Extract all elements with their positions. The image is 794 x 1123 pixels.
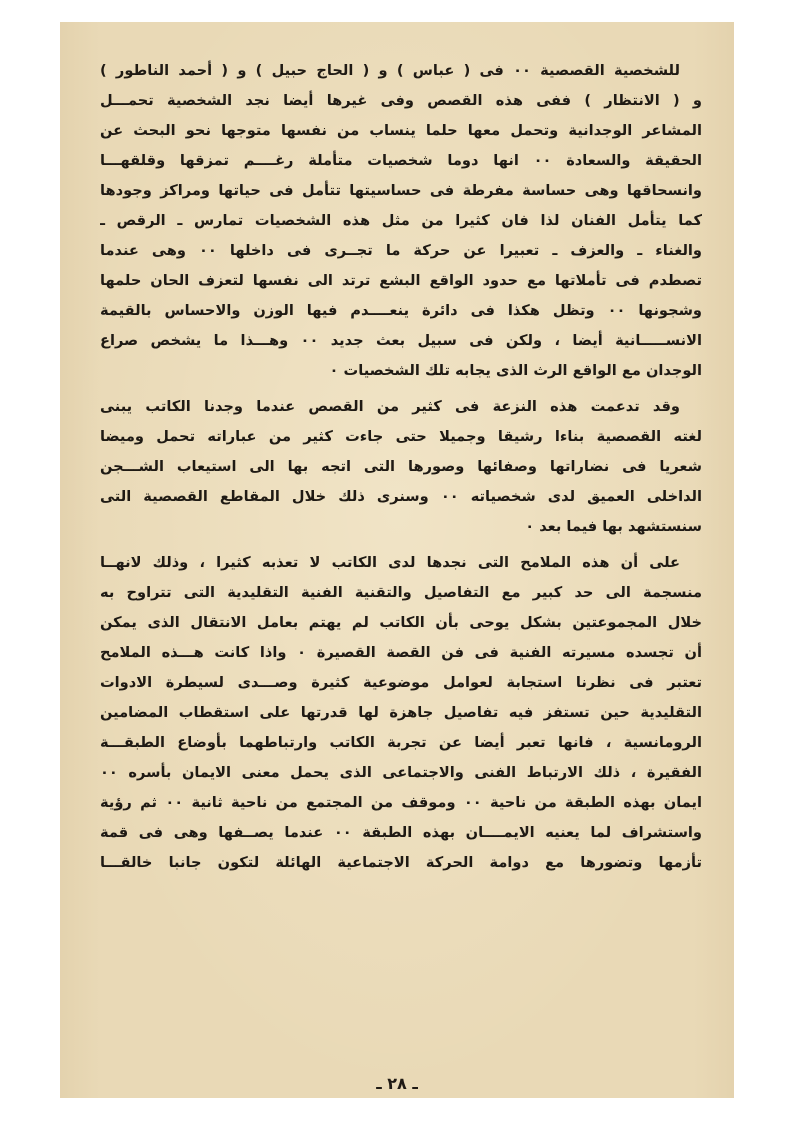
text-line: وقد تدعمت هذه النزعة فى كثير من القصص عندما وجدنا الكاتب يبنى <box>100 398 680 415</box>
text-line: الانســـــانية أيضا ، ولكن فى سبيل بعث جديد ٠٠ وهـــذا ما يشخص صراع <box>100 332 702 349</box>
body-text <box>100 56 702 878</box>
text-line: خلال المجموعتين بشكل يوحى بأن الكاتب لم يهتم بعامل الانتقال الذى يمكن <box>100 614 702 631</box>
page-number: ـ ٢٨ ـ <box>376 1074 418 1093</box>
text-line: الفقيرة ، ذلك الارتباط الفنى والاجتماعى الذى يحمل معنى الايمان بأسره ٠٠ <box>100 764 702 781</box>
text-line: وانسحاقها وهى حساسة مفرطة فى حساسيتها تتأمل فى حياتها ومراكز وجودها <box>100 182 702 199</box>
text-line: تأزمها وتضورها مع دوامة الحركة الاجتماعية الهائلة لتكون جانبا خالقـــا <box>100 854 702 871</box>
text-line: منسجمة الى حد كبير مع التفاصيل والتقنية الفنية التقليدية التى تتراوح به <box>100 584 702 601</box>
paragraph <box>100 548 702 878</box>
text-line: التقليدية حين تستفز فيه تفاصيل جاهزة لها قدرتها على استقطاب المضامين <box>100 704 702 721</box>
text-line: لغته القصصية بناءا رشيقا وجميلا حتى جاءت كثير من عباراته تحمل وميضا <box>100 428 702 445</box>
text-line: وشجونها ٠٠ وتظل هكذا فى دائرة ينعــــدم فيها الوزن والاحساس بالقيمة <box>100 302 702 319</box>
text-line: تصطدم فى تأملاتها مع حدود الواقع البشع ترتد الى نفسها لتعزف الحان حلمها <box>100 272 702 289</box>
text-line: واستشراف لما يعنيه الايمــــان بهذه الطبقة ٠٠ عندما يصــفها وهى فى قمة <box>100 824 702 841</box>
text-line: كما يتأمل الفنان لذا فان كثيرا من مثل هذه الشخصيات تمارس ـ الرقص ـ <box>100 212 702 229</box>
text-line: المشاعر الوجدانية وتحمل معها حلما ينساب من نفسها متوجها نحو البحث عن <box>100 122 702 139</box>
text-line: الداخلى العميق لدى شخصياته ٠٠ وسنرى ذلك خلال المقاطع القصصية التى <box>100 488 702 505</box>
text-line: تعتبر فى نظرنا استجابة لعوامل موضوعية كثيرة وصـــدى لسيطرة الادوات <box>100 674 702 691</box>
text-line: ايمان بهذه الطبقة من ناحية ٠٠ وموقف من المجتمع من ناحية ثانية ٠٠ ثم رؤية <box>100 794 702 811</box>
text-line: و ( الانتظار ) ففى هذه القصص وفى غيرها أيضا نجد الشخصية تحمـــل <box>100 92 702 109</box>
text-line: شعريا فى نضاراتها وصفائها وصورها التى اتجه بها الى استيعاب الشـــجن <box>100 458 702 475</box>
text-line: والغناء ـ والعزف ـ تعبيرا عن حركة ما تجــرى فى داخلها ٠٠ وهى عندما <box>100 242 702 259</box>
text-line: على أن هذه الملامح التى نجدها لدى الكاتب لا تعذبه كثيرا ، وذلك لانهــا <box>100 554 680 571</box>
paragraph <box>100 56 702 386</box>
text-line: للشخصية القصصية ٠٠ فى ( عباس ) و ( الحاج حبيل ) و ( أحمد الناطور ) <box>100 62 680 79</box>
text-line: الوجدان مع الواقع الرث الذى يجابه تلك الشخصيات ٠ <box>329 362 702 379</box>
text-line: سنستشهد بها فيما بعد ٠ <box>525 518 702 535</box>
text-line: أن تجسده مسيرته الفنية فى فن القصة القصيرة ٠ واذا كانت هـــذه الملامح <box>100 644 702 661</box>
paragraph <box>100 392 702 542</box>
text-line: الحقيقة والسعادة ٠٠ انها دوما شخصيات متأملة رغــــم تمزقها وقلقهـــا <box>100 152 702 169</box>
text-line: الرومانسية ، فانها تعبر أيضا عن تجربة الكاتب وارتباطهما بأوضاع الطبقـــة <box>100 734 702 751</box>
book-page <box>60 22 734 1098</box>
